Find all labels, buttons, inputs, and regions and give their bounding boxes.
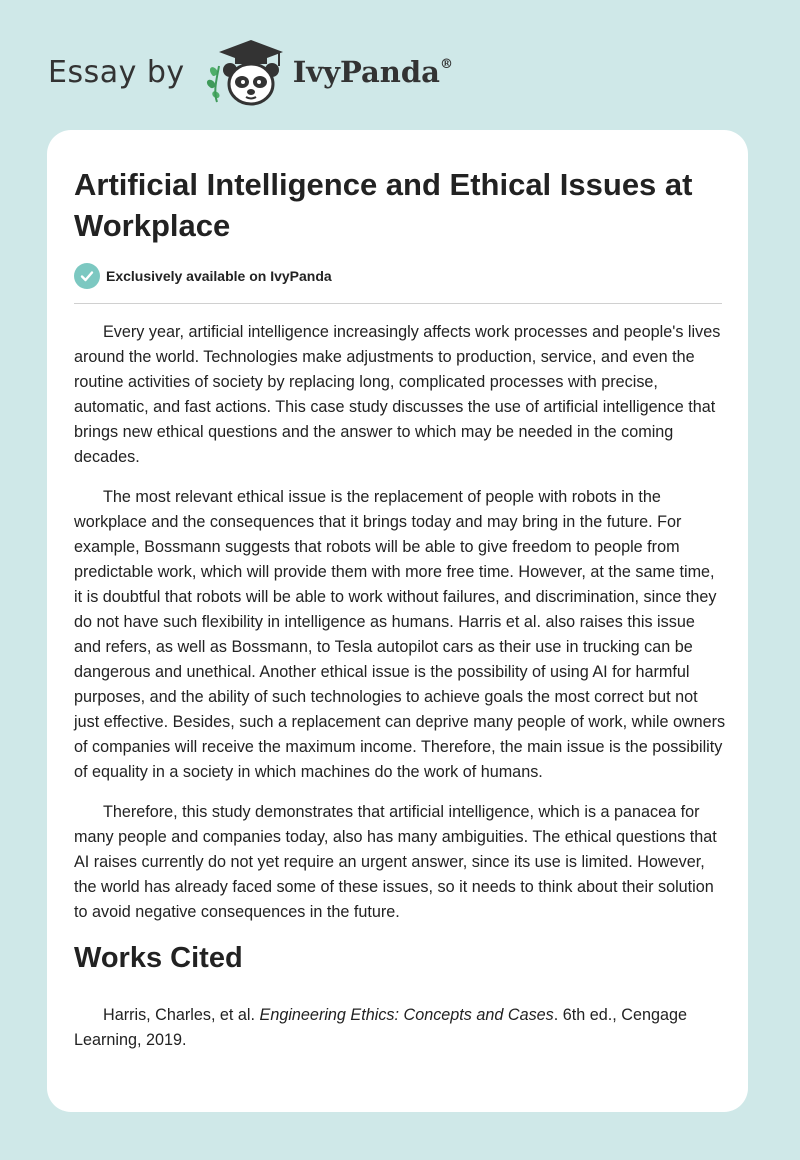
page-title: Artificial Intelligence and Ethical Issues at Workplace — [74, 167, 693, 243]
essay-body — [74, 320, 726, 940]
citation-entry — [74, 1003, 714, 1053]
works-cited-heading: Works Cited — [74, 942, 243, 974]
paragraph: Therefore, this study demonstrates that artificial intelligence, which is a panacea for many people and companies today, also has many ambiguities. The ethical questions that AI raises currently do not yet require an urgent answer, since its use is limited. However, the world has already faced some of these issues, so it needs to think about their solution to avoid negative consequences in the future. — [74, 803, 717, 921]
paragraph: Every year, artificial intelligence increasingly affects work processes and people's lives around the world. Technologies make adjustments to production, service, and even the routine activities of society by replacing long, complicated processes with precise, automatic, and fast actions. This case study discusses the use of artificial intelligence that brings new ethical questions and the answer to which may be needed in the coming decades. — [74, 323, 721, 466]
brand-name[interactable]: IvyPanda® — [292, 55, 453, 89]
citation-details: . 6th ed., Cengage Learning, 2019. — [74, 1006, 687, 1049]
citation-authors: Harris, Charles, et al. — [103, 1006, 260, 1024]
badge-label: Exclusively available on IvyPanda — [106, 268, 332, 284]
site-header — [48, 36, 453, 108]
essay-card — [47, 130, 748, 1112]
citation-book-title: Engineering Ethics: Concepts and Cases — [259, 1006, 554, 1024]
essay-by-label: Essay by — [48, 54, 185, 90]
exclusive-badge — [74, 263, 332, 289]
registered-mark: ® — [439, 57, 453, 72]
title-divider — [74, 303, 722, 304]
check-icon — [74, 263, 100, 289]
panda-logo-icon[interactable] — [199, 36, 289, 108]
paragraph: The most relevant ethical issue is the replacement of people with robots in the workplace and the consequences that it brings today and may bring in the future. For example, Bossmann suggests that robots will be able to give freedom to people from predictable work, which will provide them with more free time. However, at the same time, it is doubtful that robots will be able to work without failures, and discrimination, since they do not have such flexibility in intelligence as humans. Harris et al. also raises this issue and refers, as well as Bossmann, to Tesla autopilot cars as their use in trucking can be dangerous and unethical. Another ethical issue is the possibility of using AI for harmful purposes, and the ability of such technologies to achieve goals the most correct but not just effective. Besides, such a replacement can deprive many people of work, while owners of companies will receive the maximum income. Therefore, the main issue is the possibility of equality in a society in which machines do the work of humans. — [74, 488, 726, 781]
